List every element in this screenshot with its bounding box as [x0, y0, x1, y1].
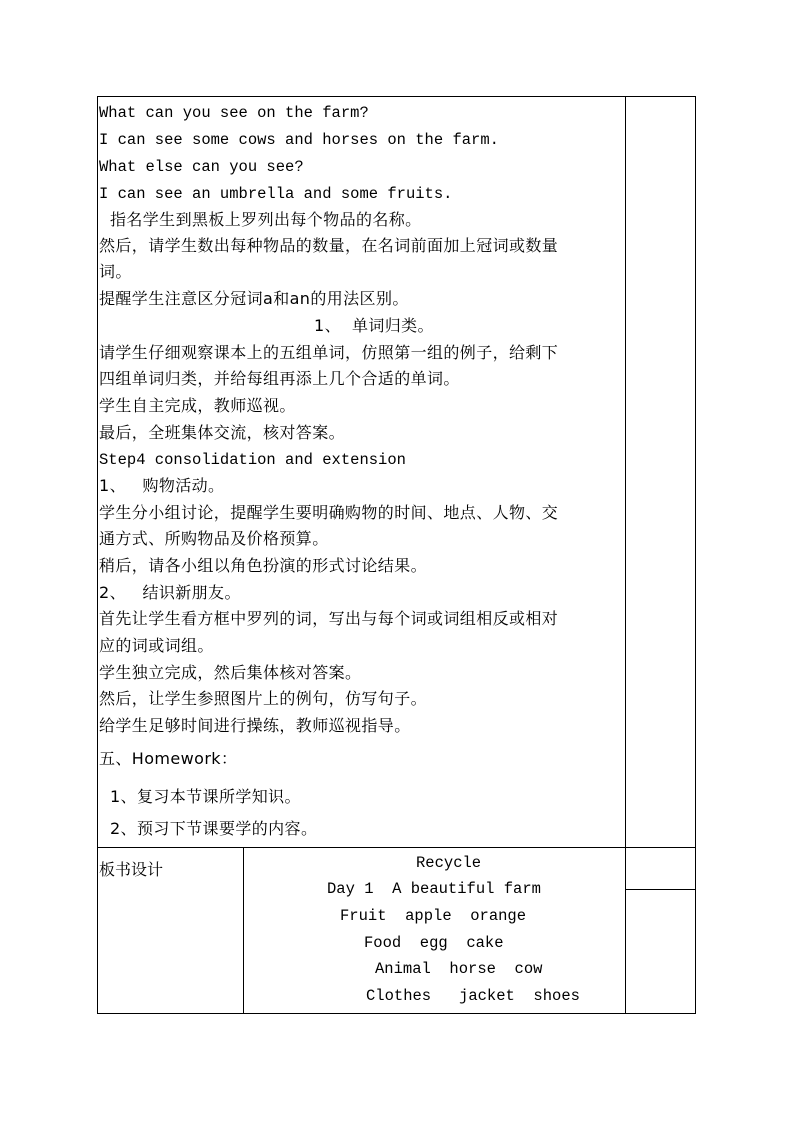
- board-line: Fruit apple orange: [340, 907, 527, 925]
- board-line: Animal horse cow: [375, 960, 543, 978]
- lesson-line: 应的词或词组。: [99, 636, 214, 655]
- lesson-line: 然后，让学生参照图片上的例句，仿写句子。: [99, 689, 428, 708]
- lesson-line: 然后，请学生数出每种物品的数量，在名词前面加上冠词或数量: [99, 236, 559, 255]
- board-line: Food egg cake: [364, 934, 504, 952]
- lesson-line: 首先让学生看方框中罗列的词，写出与每个词或词组相反或相对: [99, 609, 559, 628]
- lesson-line: 请学生仔细观察课本上的五组单词，仿照第一组的例子，给剩下: [99, 343, 559, 362]
- board-design-label: 板书设计: [99, 860, 164, 879]
- lesson-line: 通方式、所购物品及价格预算。: [99, 529, 329, 548]
- lesson-line: What else can you see?: [99, 158, 304, 176]
- table-divider-right-cell: [625, 889, 695, 890]
- lesson-line: 指名学生到黑板上罗列出每个物品的名称。: [99, 210, 422, 229]
- homework-item: 1、复习本节课所学知识。: [99, 787, 301, 806]
- lesson-step-heading: Step4 consolidation and extension: [99, 451, 406, 469]
- lesson-line: 稍后，请各小组以角色扮演的形式讨论结果。: [99, 556, 428, 575]
- lesson-line: 学生自主完成，教师巡视。: [99, 396, 296, 415]
- lesson-heading: 1、 单词归类。: [314, 316, 434, 335]
- lesson-line: 给学生足够时间进行操练，教师巡视指导。: [99, 716, 411, 735]
- lesson-line: 提醒学生注意区分冠词a和an的用法区别。: [99, 289, 409, 308]
- lesson-line: I can see some cows and horses on the farm.: [99, 131, 499, 149]
- lesson-line: 1、 购物活动。: [99, 476, 225, 495]
- lesson-line: 2、 结识新朋友。: [99, 583, 241, 602]
- homework-item: 2、预习下节课要学的内容。: [99, 819, 318, 838]
- lesson-line: 四组单词归类，并给每组再添上几个合适的单词。: [99, 369, 460, 388]
- lesson-line: 最后，全班集体交流，核对答案。: [99, 423, 346, 442]
- table-divider-row: [98, 847, 695, 848]
- lesson-line: 学生分小组讨论，提醒学生要明确购物的时间、地点、人物、交: [99, 503, 559, 522]
- lesson-line: I can see an umbrella and some fruits.: [99, 185, 453, 203]
- lesson-line: 词。: [99, 262, 132, 281]
- lesson-line: 学生独立完成，然后集体核对答案。: [99, 663, 362, 682]
- lesson-table: [97, 96, 696, 1014]
- lesson-line: What can you see on the farm?: [99, 104, 369, 122]
- table-divider-right: [625, 97, 626, 1013]
- board-title: Recycle: [416, 854, 482, 872]
- table-divider-board: [243, 847, 244, 1013]
- homework-heading: 五、Homework：: [99, 749, 238, 768]
- board-subtitle: Day 1 A beautiful farm: [327, 880, 541, 898]
- board-line: Clothes jacket shoes: [366, 987, 580, 1005]
